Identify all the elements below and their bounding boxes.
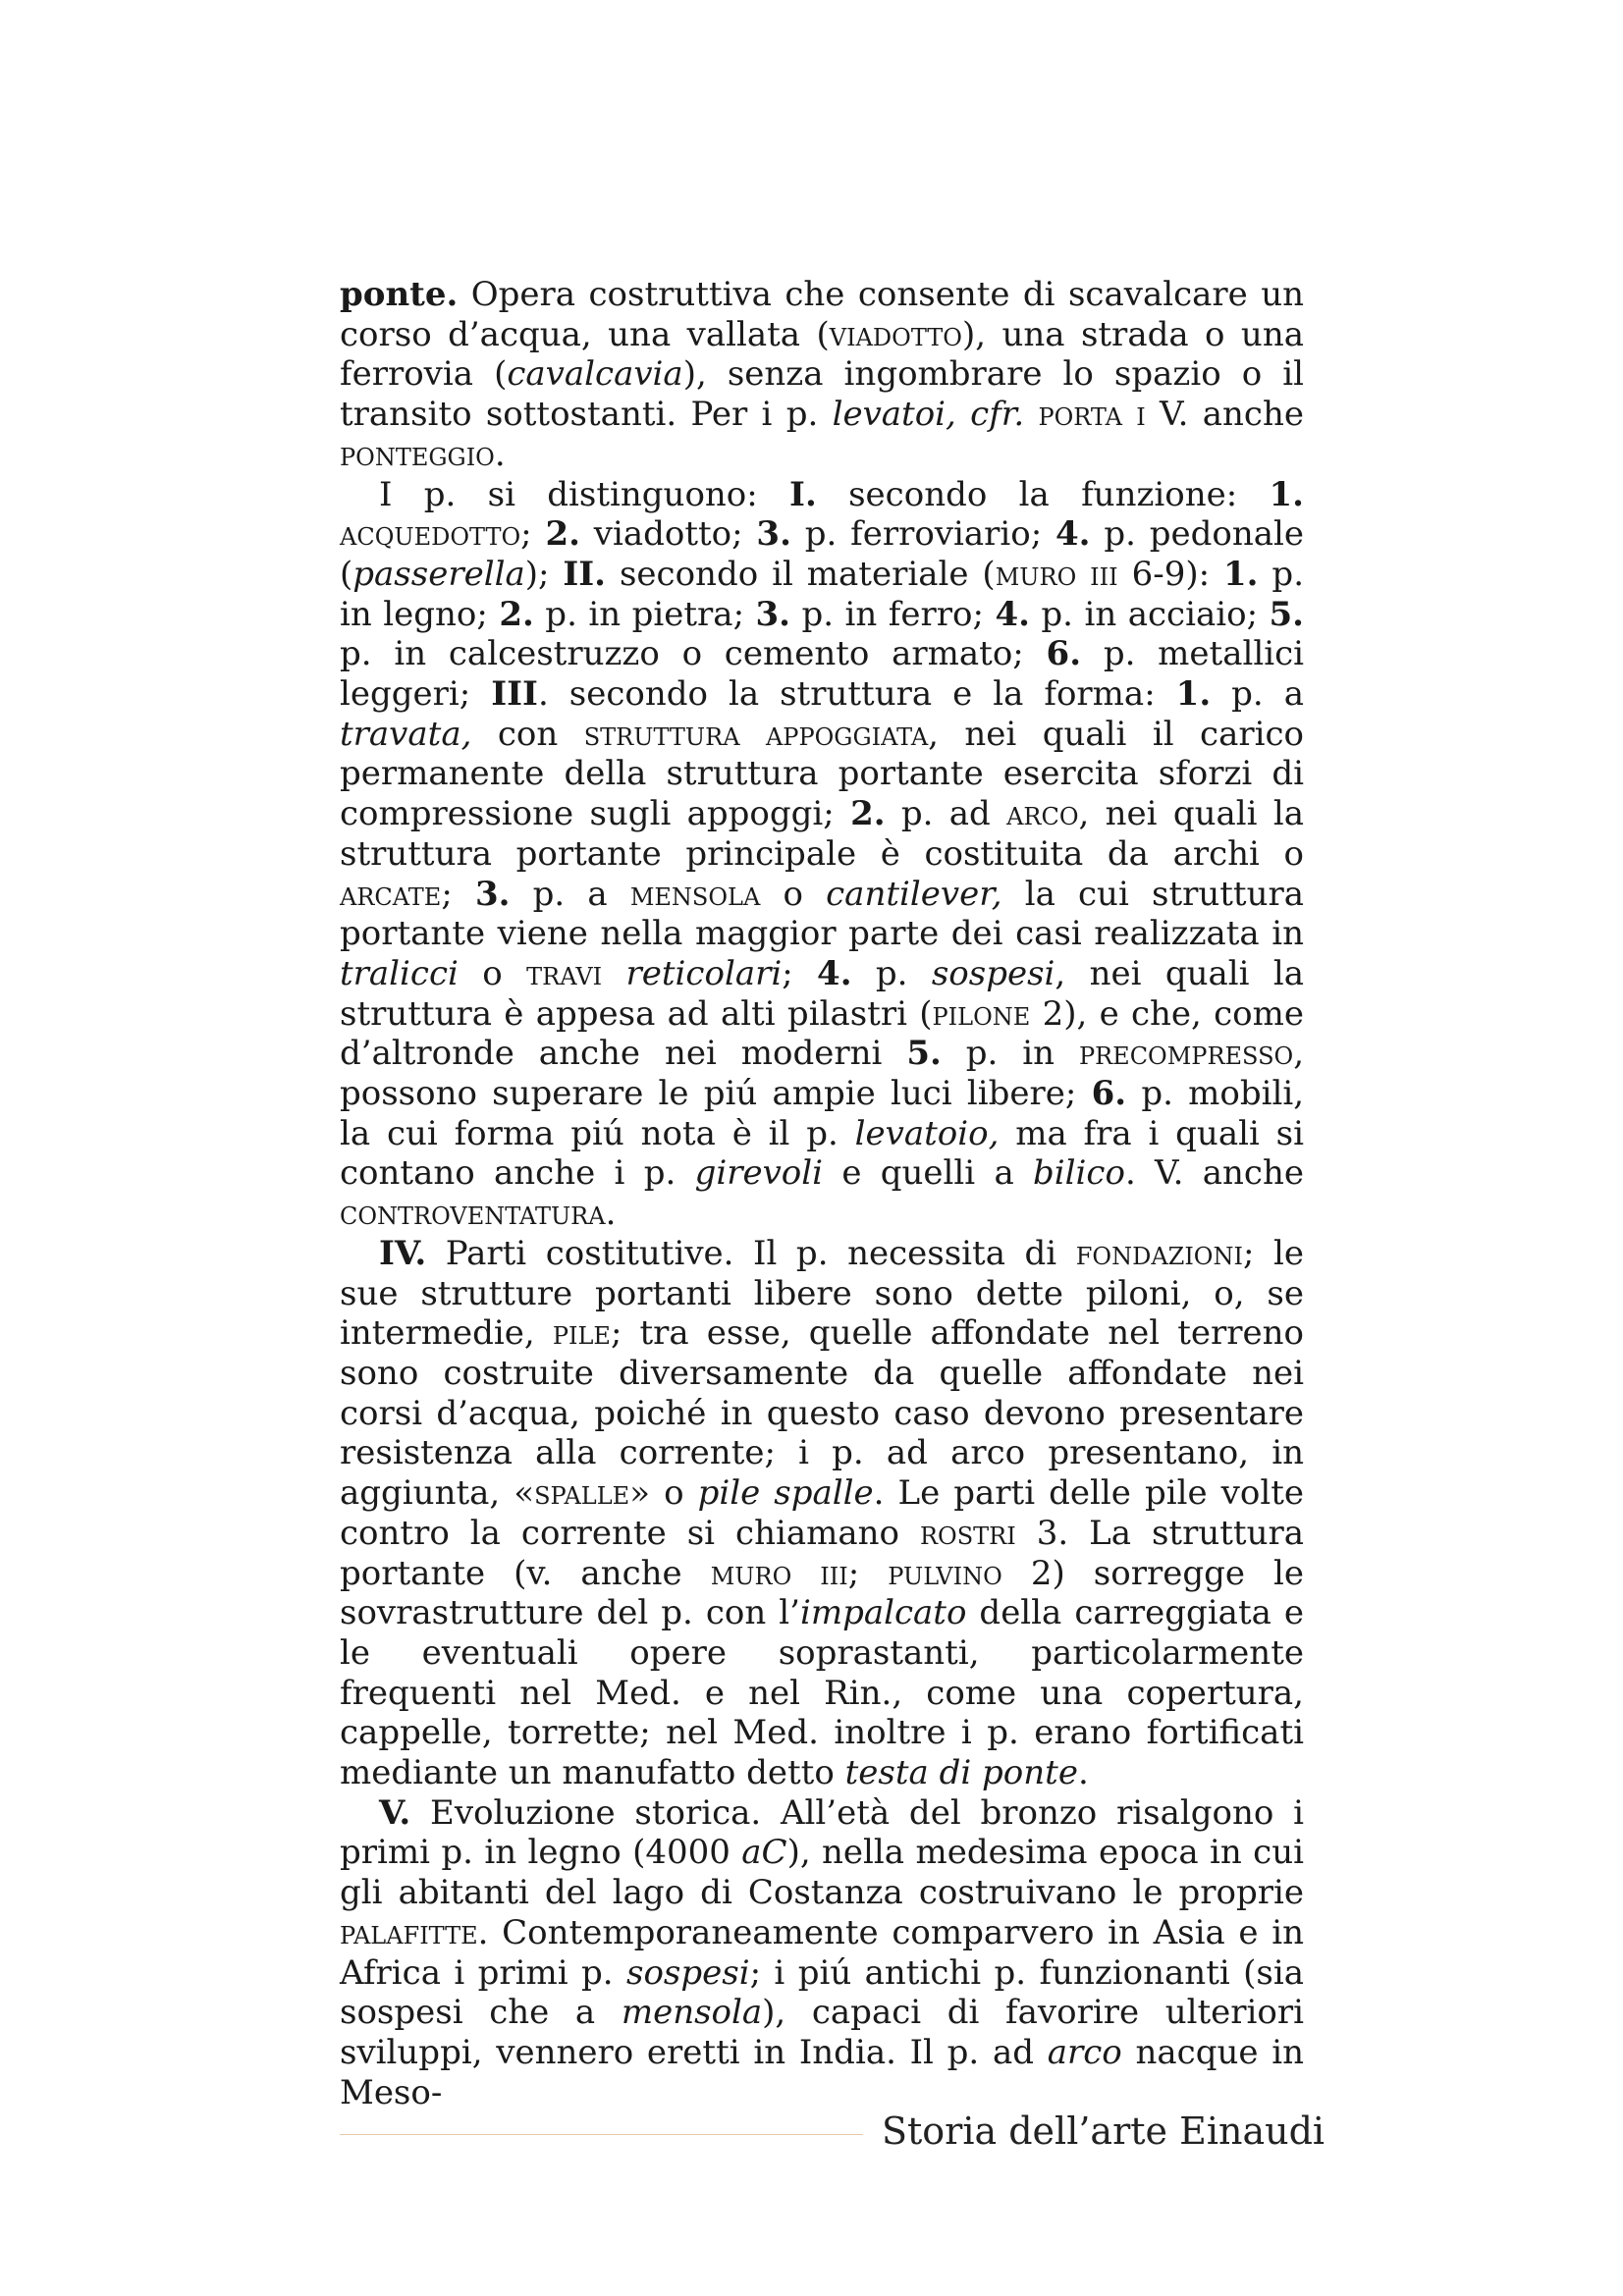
text-run: p. in acciaio;	[1029, 594, 1270, 634]
text-run: . secondo la struttura e la forma:	[537, 674, 1176, 715]
italic-term: reticolari	[625, 953, 783, 993]
text-run: p. pedonale (	[340, 514, 1304, 594]
cross-reference: palafitte	[340, 1912, 478, 1952]
italic-term: cavalcavia	[507, 354, 683, 395]
section-number: 5.	[906, 1034, 942, 1074]
history-paragraph	[340, 1793, 1304, 2113]
text-run: ), nella medesima epoca in cui gli abitanti del lago di Costanza costruivano le proprie	[340, 1833, 1304, 1913]
text-run: ; le sue strutture portanti libere sono dette piloni, o, se intermedie,	[340, 1233, 1304, 1354]
cross-reference: fondazioni	[1075, 1233, 1243, 1273]
text-run: );	[524, 554, 564, 594]
italic-term: levatoi, cfr.	[832, 395, 1025, 435]
text-run: 6-9):	[1117, 554, 1223, 594]
section-number: 3.	[756, 514, 791, 555]
text-run: ;	[847, 1553, 889, 1593]
text-run: p. ad	[885, 794, 1007, 834]
text-run: Evoluzione storica. All’età del bronzo risalgono i primi p. in legno (4000	[340, 1792, 1304, 1873]
cross-reference: travi	[526, 953, 603, 993]
cross-reference: rostri	[919, 1513, 1016, 1553]
cross-reference: precompresso	[1078, 1034, 1294, 1074]
text-run: 3. La struttura portante (v. anche	[340, 1513, 1304, 1593]
section-number: 6.	[1091, 1074, 1127, 1114]
text-run: secondo il materiale (	[606, 554, 996, 594]
section-number: 4.	[817, 953, 852, 993]
cross-reference: acquedotto	[340, 514, 521, 555]
cross-reference: pulvino	[888, 1553, 1002, 1593]
text-run: Opera costruttiva che consente di scavalcare un corso d’acqua, una vallata (	[340, 275, 1304, 354]
text-run: p. metallici leggeri;	[340, 634, 1304, 715]
italic-term: sospesi	[626, 1952, 750, 1993]
footer-title: Storia dell’arte Einaudi	[882, 2109, 1325, 2153]
text-run: ;	[520, 514, 546, 555]
section-number: 2.	[850, 794, 886, 834]
section-number: 4.	[995, 594, 1030, 634]
section-number: 4.	[1055, 514, 1091, 555]
section-number: V.	[379, 1792, 411, 1833]
text-run: , nei quali il carico permanente della struttura portante esercita sforzi di compressione sugli appoggi;	[340, 714, 1304, 834]
italic-term: sospesi	[931, 953, 1055, 993]
section-number: 1.	[1175, 674, 1212, 715]
italic-term: aC	[741, 1833, 787, 1873]
text-run: la cui struttura portante viene nella maggior parte dei casi realizzata in	[340, 874, 1305, 954]
text-run: secondo la funzione:	[816, 474, 1270, 514]
text-run: p. mobili, la cui forma piú nota è il p.	[340, 1074, 1305, 1153]
text-run: o	[458, 953, 527, 993]
text-run: p. ferroviario;	[790, 514, 1056, 555]
italic-term: girevoli	[694, 1153, 824, 1194]
types-paragraph	[340, 475, 1304, 1234]
section-number: III	[491, 674, 538, 715]
text-run: ), senza ingombrare lo spazio o il transito sottostanti. Per i p.	[340, 354, 1304, 435]
cross-reference: mensola	[629, 874, 761, 914]
text-run: p. in ferro;	[790, 594, 996, 634]
text-run: I p. si distinguono:	[379, 474, 790, 514]
entry-definition-paragraph	[340, 275, 1304, 475]
italic-term: bilico	[1033, 1153, 1125, 1194]
cross-reference: muro iii	[995, 554, 1118, 594]
section-number: 2.	[545, 514, 580, 555]
text-run: .	[1077, 1753, 1089, 1793]
section-number: 6.	[1046, 634, 1082, 674]
text-run: ), capaci di favorire ulteriori sviluppi, vennero eretti in India. Il p. ad	[340, 1993, 1304, 2072]
dictionary-entry	[340, 275, 1304, 2112]
text-run: , nei quali la struttura è appesa ad alti pilastri (	[340, 953, 1305, 1034]
italic-term: tralicci	[340, 953, 459, 993]
text-run: p. a	[510, 874, 630, 914]
cross-reference: ponteggio	[340, 434, 495, 474]
section-number: 3.	[474, 874, 511, 914]
italic-term: pile spalle	[697, 1473, 874, 1514]
cross-reference: pile	[552, 1313, 611, 1354]
italic-term: testa di ponte	[844, 1753, 1078, 1793]
italic-term: impalcato	[799, 1593, 967, 1633]
text-run: viadotto;	[579, 514, 757, 555]
section-number: 5.	[1269, 594, 1305, 634]
text-run	[602, 954, 625, 993]
cross-reference: spalle	[534, 1473, 630, 1514]
text-run: ma fra i quali si contano anche i p.	[340, 1113, 1304, 1194]
text-run: p. in legno;	[340, 554, 1305, 634]
text-run: nacque in Meso-	[340, 2032, 1304, 2112]
italic-term: cantilever,	[826, 874, 1002, 914]
italic-term: arco	[1047, 2032, 1122, 2072]
italic-term: travata,	[340, 714, 472, 754]
text-run: . Contemporaneamente comparvero in Asia e in Africa i primi p.	[340, 1912, 1304, 1993]
text-run: della carreggiata e le eventuali opere soprastanti, particolarmente frequenti nel Med. e nel Rin., come una copertura, cappelle, torrette; nel Med. inoltre i p. erano fortificati mediante un manufatto detto	[340, 1593, 1304, 1793]
text-run: ; i piú antichi p. funzionanti (sia sospesi che a	[340, 1952, 1304, 2033]
text-run: con	[471, 714, 584, 754]
text-run: p.	[851, 953, 932, 993]
parts-paragraph	[340, 1234, 1304, 1793]
section-number: 1.	[1269, 474, 1305, 514]
text-run: Parti costitutive. Il p. necessita di	[426, 1233, 1076, 1273]
text-run: 2), e che, come d’altronde anche nei moderni	[340, 993, 1305, 1074]
text-run: e quelli a	[823, 1153, 1034, 1194]
italic-term: passerella	[352, 554, 525, 594]
cross-reference: viadotto	[829, 314, 962, 354]
text-run: ; tra esse, quelle affondate nel terreno sono costruite diversamente da quelle affondate nei corsi d’acqua, poiché in questo caso devono presentare resistenza alla corrente; i p. ad arco presentano, in aggiunta, «	[340, 1313, 1305, 1514]
text-run: » o	[629, 1473, 698, 1514]
text-run: , possono superare le piú ampie luci libere;	[340, 1034, 1304, 1114]
section-number: IV.	[379, 1233, 427, 1273]
text-run: p. in	[941, 1034, 1079, 1074]
text-run: ;	[441, 874, 475, 914]
section-number: 1.	[1223, 554, 1259, 594]
cross-reference: muro iii	[710, 1553, 848, 1593]
definition-text	[340, 275, 1304, 474]
italic-term: levatoio,	[854, 1113, 1000, 1153]
text-run: ;	[782, 953, 818, 993]
text-run: o	[760, 874, 827, 914]
text-run: p. in pietra;	[533, 594, 756, 634]
cross-reference: struttura appoggiata	[583, 714, 929, 754]
text-run: p. in calcestruzzo o cemento armato;	[340, 634, 1047, 674]
section-number: II.	[563, 554, 607, 594]
text-run: 2) sorregge le sovrastrutture del p. con l’	[340, 1553, 1305, 1633]
footer-rule	[340, 2134, 863, 2135]
text-run: . V. anche	[1124, 1153, 1304, 1194]
text-run: , nei quali la struttura portante principale è costituita da archi o	[340, 794, 1304, 874]
section-number: 3.	[755, 594, 791, 634]
section-number: 2.	[499, 594, 534, 634]
cross-reference: pilone	[932, 993, 1031, 1034]
text-run: .	[494, 434, 506, 474]
cross-reference: arco	[1006, 794, 1079, 834]
cross-reference: porta i	[1038, 395, 1146, 435]
text-run: ), una strada o una ferrovia (	[340, 314, 1304, 395]
text-run: .	[605, 1194, 617, 1234]
cross-reference: controventatura	[340, 1194, 606, 1234]
italic-term: mensola	[621, 1993, 763, 2033]
text-run: p. a	[1211, 674, 1304, 715]
text-run: V. anche	[1145, 395, 1304, 435]
cross-reference: arcate	[340, 874, 442, 914]
section-number: I.	[789, 474, 817, 514]
headword: ponte.	[340, 275, 459, 314]
text-run	[1024, 395, 1038, 434]
text-run: . Le parti delle pile volte contro la corrente si chiamano	[340, 1473, 1304, 1553]
